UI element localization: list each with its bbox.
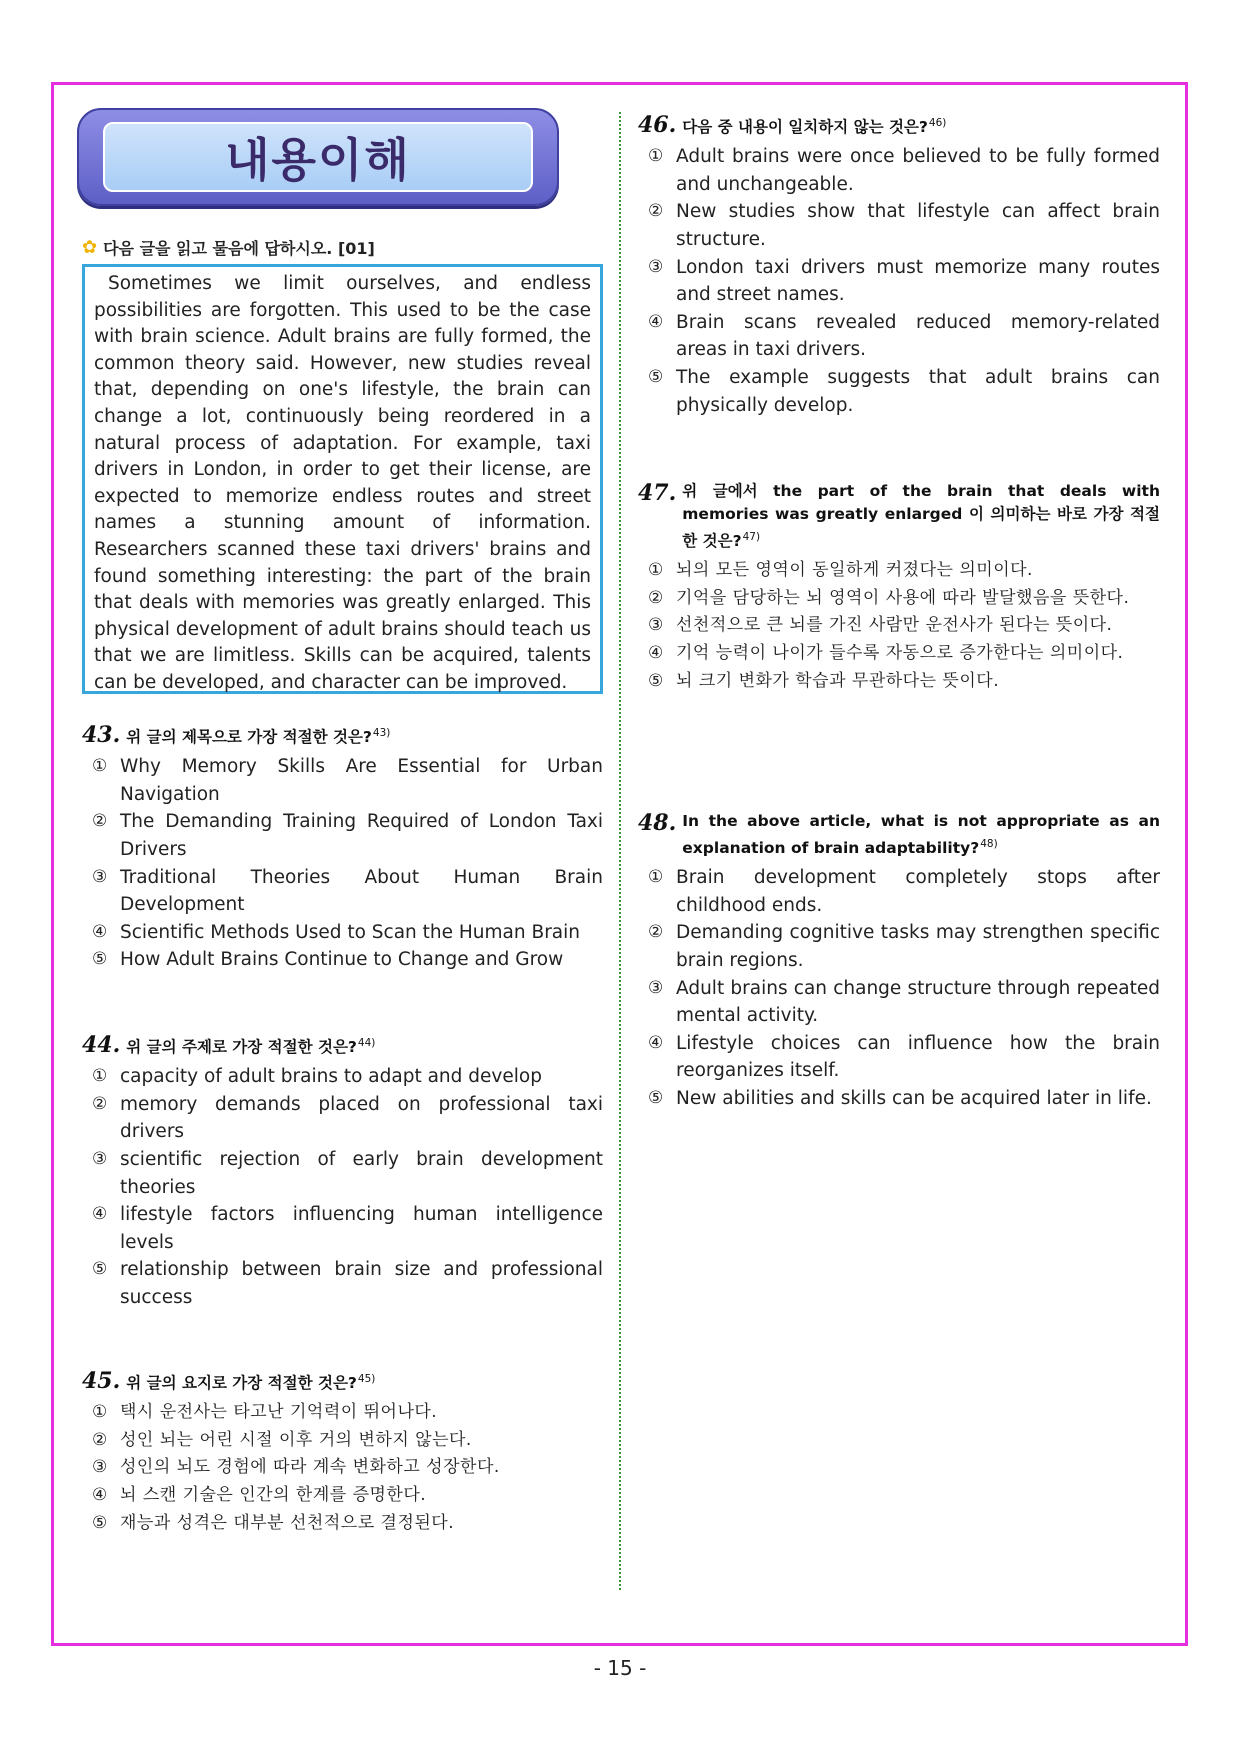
question-text: 위 글에서 the part of the brain that deals with memories was greatly enlarged 이 의미하는 바로 가장 적절한 것은?$^{47)}$	[682, 482, 1160, 551]
question-header	[638, 810, 1160, 860]
option-3[interactable]: ③ 선천적으로 큰 뇌를 가진 사람만 운전사가 된다는 뜻이다.	[648, 615, 1113, 636]
option-list	[82, 753, 603, 974]
question-text: 위 글의 주제로 가장 적절한 것은?$^{44)}$	[126, 1037, 376, 1057]
question-number: 44.	[82, 1032, 121, 1059]
option-3[interactable]: ③ Traditional Theories About Human Brain Development	[92, 866, 603, 916]
option-2[interactable]: ② New studies show that lifestyle can affect brain structure.	[648, 201, 1160, 250]
page-number: - 15 -	[593, 1656, 647, 1680]
column-divider	[619, 112, 621, 1590]
question-text: 위 글의 제목으로 가장 적절한 것은?$^{43)}$	[126, 727, 391, 747]
question-number: 47.	[638, 480, 677, 506]
option-4[interactable]: ④ Brain scans revealed reduced memory-related areas in taxi drivers.	[648, 311, 1160, 361]
question-47	[638, 480, 1160, 695]
question-header	[82, 1032, 603, 1059]
section-title-inner	[103, 122, 533, 192]
option-5[interactable]: ⑤ The example suggests that adult brains can physically develop.	[648, 366, 1160, 416]
option-4[interactable]: ④ lifestyle factors influencing human intelligence levels	[92, 1204, 603, 1253]
option-3[interactable]: ③ 성인의 뇌도 경험에 따라 계속 변화하고 성장한다.	[92, 1457, 500, 1478]
option-list	[638, 864, 1160, 1112]
question-header	[82, 722, 603, 749]
question-44	[82, 1032, 603, 1312]
option-3[interactable]: ③ London taxi drivers must memorize many routes and street names.	[648, 256, 1160, 306]
option-2[interactable]: ② The Demanding Training Required of London Taxi Drivers	[92, 811, 603, 860]
question-header	[638, 480, 1160, 553]
instruction	[82, 236, 375, 259]
option-1[interactable]: ① 택시 운전사는 타고난 기억력이 뛰어나다.	[92, 1402, 438, 1423]
question-48	[638, 810, 1160, 1113]
option-4[interactable]: ④ Scientific Methods Used to Scan the Human Brain	[92, 921, 580, 943]
question-header	[82, 1368, 603, 1395]
footnote-ref: 44)	[357, 1037, 376, 1049]
option-2[interactable]: ② 기억을 담당하는 뇌 영역이 사용에 따라 발달했음을 뜻한다.	[648, 587, 1130, 608]
option-list	[82, 1063, 603, 1311]
section-title: 내용이해	[225, 133, 411, 187]
option-1[interactable]: ① capacity of adult brains to adapt and develop	[92, 1066, 542, 1088]
option-2[interactable]: ② Demanding cognitive tasks may strengthen specific brain regions.	[648, 922, 1160, 971]
question-46	[638, 112, 1160, 419]
flower-icon: ✿	[82, 237, 98, 258]
question-43	[82, 722, 603, 974]
question-text: 위 글의 요지로 가장 적절한 것은?$^{45)}$	[126, 1373, 376, 1393]
question-45	[82, 1368, 603, 1537]
option-3[interactable]: ③ Adult brains can change structure through repeated mental activity.	[648, 977, 1160, 1027]
section-title-badge	[77, 108, 559, 206]
option-list	[638, 557, 1160, 695]
footnote-ref: 48)	[980, 838, 998, 850]
option-1[interactable]: ① Brain development completely stops after childhood ends.	[648, 867, 1160, 916]
footnote-ref: 47)	[742, 531, 761, 543]
question-number: 46.	[638, 112, 677, 139]
option-4[interactable]: ④ 뇌 스캔 기술은 인간의 한계를 증명한다.	[92, 1484, 427, 1505]
option-2[interactable]: ② 성인 뇌는 어린 시절 이후 거의 변하지 않는다.	[92, 1429, 472, 1450]
footnote-ref: 45)	[357, 1373, 376, 1385]
option-4[interactable]: ④ 기억 능력이 나이가 들수록 자동으로 증가한다는 의미이다.	[648, 642, 1124, 663]
option-5[interactable]: ⑤ New abilities and skills can be acquired later in life.	[648, 1087, 1152, 1109]
option-2[interactable]: ② memory demands placed on professional taxi drivers	[92, 1093, 603, 1143]
instruction-text: 다음 글을 읽고 물음에 답하시오. [01]	[103, 239, 375, 258]
reading-passage: Sometimes we limit ourselves, and endless possibilities are forgotten. This used to be the case with brain science. Adult brains are fully formed, the common theory said. However, new studies reveal that, depending on one's lifestyle, the brain can change a lot, continuously being reordered in a natural process of adaptation. For example, taxi drivers in London, in order to get their license, are expected to memorize endless routes and street names a stunning amount of information. Researchers scanned these taxi drivers' brains and found something interesting: the part of the brain that deals with memories was greatly enlarged. This physical development of adult brains should teach us that we are limitless. Skills can be acquired, talents can be developed, and character can be improved.	[82, 264, 603, 694]
option-3[interactable]: ③ scientific rejection of early brain development theories	[92, 1148, 603, 1198]
option-5[interactable]: ⑤ How Adult Brains Continue to Change and Grow	[92, 949, 564, 971]
option-1[interactable]: ① Why Memory Skills Are Essential for Urban Navigation	[92, 756, 603, 805]
question-text: 다음 중 내용이 일치하지 않는 것은?$^{46)}$	[682, 117, 947, 137]
question-number: 48.	[638, 810, 677, 836]
footnote-ref: 46)	[928, 117, 947, 129]
option-1[interactable]: ① Adult brains were once believed to be fully formed and unchangeable.	[648, 146, 1160, 195]
option-5[interactable]: ⑤ 재능과 성격은 대부분 선천적으로 결정된다.	[92, 1512, 455, 1533]
option-list	[82, 1399, 603, 1537]
question-header	[638, 112, 1160, 139]
footnote-ref: 43)	[372, 727, 391, 739]
option-1[interactable]: ① 뇌의 모든 영역이 동일하게 커졌다는 의미이다.	[648, 560, 1033, 581]
question-number: 43.	[82, 722, 121, 749]
option-list	[638, 143, 1160, 419]
question-number: 45.	[82, 1368, 121, 1395]
option-5[interactable]: ⑤ relationship between brain size and professional success	[92, 1259, 603, 1308]
question-text: In the above article, what is not appropriate as an explanation of brain adaptability?$^{48)}$	[682, 812, 1160, 858]
option-4[interactable]: ④ Lifestyle choices can influence how the brain reorganizes itself.	[648, 1032, 1160, 1082]
option-5[interactable]: ⑤ 뇌 크기 변화가 학습과 무관하다는 뜻이다.	[648, 670, 1000, 691]
